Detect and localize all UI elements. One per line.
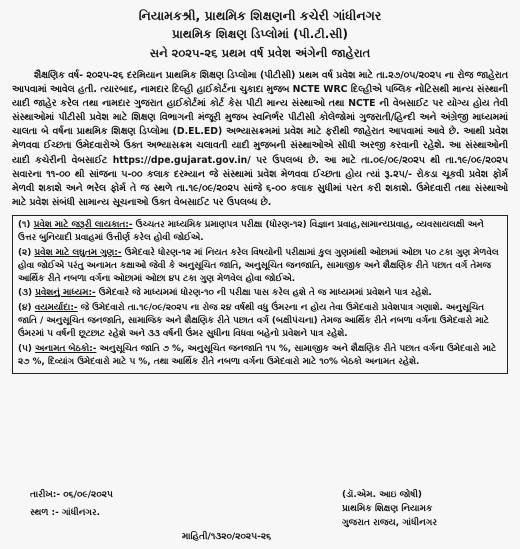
rule-item xyxy=(18,302,502,342)
rule-number: (૫) xyxy=(18,343,32,354)
rules-box xyxy=(12,215,508,374)
body-line: પ્રવેશ ફોર્મ મેળવી શકાશે અને ભરેલ ફોર્મ તે જ સ્થળે તા.૧૯/૦૯/૨૦૨૫ સાંજે ૬-૦૦ કલાક સુધીમાં પરત કરી શકાશે. xyxy=(12,168,508,194)
body-line: શૈક્ષણિક વર્ષ- ૨૦૨૫-૨૬ દરમિયાન પ્રાથમિક શિક્ષણ ડિપ્લોમા (પીટીસી) પ્રથમ વર્ષ પ્રવેશ માટે xyxy=(34,70,373,81)
rule-heading: અનામત બેઠકો:- xyxy=(35,343,97,354)
rule-heading: પ્રવેશનું માધ્યમ:- xyxy=(35,288,96,299)
rule-heading: પ્રવેશ માટે જરૂરી લાયકાત:- xyxy=(33,219,133,230)
website-link[interactable]: https://dpe.gujarat.gov.in/ xyxy=(112,154,251,166)
signatory-name: (ડૉ.એમ. આઇ જોષી) xyxy=(342,490,423,500)
rule-number: (૪) xyxy=(18,302,32,313)
office-title: નિયામકશ્રી, પ્રાથમિક શિક્ષણની કચેરી ગાંધીનગર xyxy=(138,8,382,23)
course-title: પ્રાથમિક શિક્ષણ ડિપ્લોમાં (પી.ટી.સી) xyxy=(172,27,348,41)
rule-number: (૩) xyxy=(18,288,33,299)
signatory-office: ગુજરાત રાજય, ગાંધીનગર xyxy=(342,518,438,528)
rule-item xyxy=(18,247,502,287)
body-line: ડિપ્લોમા (D.EL.ED) અભ્યાસક્રમમાં પ્રવેશ માટે ફરીથી જાહેરાત આપવામાં આવે છે. આથી પ્રવેશ મેળવવા ઈચ્છતા xyxy=(12,126,509,152)
body-line: NCTE WRC દિલ્હીએ પબ્લિક નોટિસથી માન્ય સંસ્થાની યાદી જાહેર કરેલ તથા નામદાર ગુજરાત હાઈકોર્ટમાં કોર્ટ કેસ xyxy=(12,84,508,110)
rule-text: વિધવા બહેનો પ્રવેશને પાત્ર રહેશે. xyxy=(233,329,348,340)
rule-text: અનુસૂચિત જાતિ ૭ %, અનુસૂચિત જનજાતિ ૧૫ %, સામાજીક અને શૈક્ષણિક રીતે પછાત વર્ગના xyxy=(96,343,444,354)
rule-number: (૧) xyxy=(18,219,31,230)
body-line: પીટી માન્ય સંસ્થાઓ તથા NCTE ની વેબસાઈટ પર યોગ્ય હોય તેવી સંસ્થાઓમાં પીટીસી પ્રવેશ માટે શિક્ષણ વિભાગની xyxy=(12,98,508,124)
rule-heading: પ્રવેશ માટે લઘુતમ ગુણ:- xyxy=(34,247,122,258)
body-line: તા.૨૭/૦૫/૨૦૨૫ ના રોજ જાહેરાત આપવામાં આવેલ હતી. ત્યારબાદ, નામદાર દિલ્હી હાઈકોર્ટના ચુકાદા મુજબ xyxy=(12,70,508,96)
rule-text: ઉમેદવારે જે માધ્યમમાં ધોરણ-૧૦ ની પરીક્ષા પાસ કરેલ હશે તે જ માધ્યમમાં પ્રવેશને પાત્ર રહેશે. xyxy=(95,288,432,299)
rule-text: ૫૦ ટકા ગુણ મેળવેલ હોવા જોઈએ પરંતુ અનામત કક્ષાઓ જેવી કે અનુસૂચિત જાતિ, અનુસૂચિત જનજાતિ, સામાજીક xyxy=(18,247,499,271)
rule-text: જે ઉમેદવારો તા.૧૯/૦૯/૨૦૨૫ ના રોજ ૨૪ વર્ષથી વધુ ઉંમરના ન હોય તેવા ઉમેદવારો xyxy=(77,302,379,313)
body-line: પર ઉપલબ્ધ છે. આ માટે તા.૦૯/૦૯/૨૦૨૫ થી તા.૧૯/૦૯/૨૦૨૫ xyxy=(256,154,508,166)
rule-text: અને શૈક્ષણિક રીતે પછાત વર્ગ તેમજ આર્થિક રીતે નબળા વર્ગના ઓછામાં ઓછા ૪૫ ટકા ગુણ મેળવેલ હોવા જોઈએ. xyxy=(18,260,491,285)
info-number: માહિતી/૧૩૨૦/૨૦૨૫-૨૬ xyxy=(182,532,272,542)
rule-text: અનામત રહેશે. xyxy=(364,356,420,367)
rule-item xyxy=(18,219,502,246)
body-line: સવારના ૧૧-૦૦ થી સાંજના ૫-૦૦ કલાક દરમ્યાન જે સંસ્થામાં પ્રવેશ મેળવવા ઈચ્છતા હોય ત્યાં રૂ.૨૫/- રોકડા ચૂકવી xyxy=(12,168,465,180)
rule-text: ઉમેદવારો માટે ૨૭ %, દિવ્યાંગ ઉમેદવારો માટે ૫ %, તથા આર્થિક રીતે નબળા વર્ગના ઉમેદવારો માટે ૧૦% બેઠકો xyxy=(18,343,497,367)
notice-date: તારીખ:- ૦૬/૦૯/૨૦૨૫ xyxy=(30,490,113,500)
rule-item xyxy=(18,343,502,370)
rule-item xyxy=(18,287,502,300)
body-line: ઉમેદવારોએ ઉક્ત અભ્યાસક્રમ ચલાવતી યાદી મુજબની સંસ્થાઓએ સીધી અરજી કરવાની રહેશે. આ સંસ્થાઓની યાદી xyxy=(12,140,508,166)
notice-body xyxy=(12,69,508,210)
body-line: ઉમેદવારી તથા સંસ્થાઓ માટે પ્રવેશ સંબંધી સામાન્ય સૂચનાઓ ઉક્ત વેબસાઈટ પર ઉપલબ્ધ છે. xyxy=(12,182,508,208)
signatory-designation: પ્રાથમિક શિક્ષણ નિયામક xyxy=(342,504,433,514)
rule-number: (૨) xyxy=(18,247,32,258)
body-line: કચેરીની વેબસાઈટ xyxy=(35,154,113,166)
rule-text: પ્રવેશપાત્ર ગણાશે. અનુસૂચિત જાતિ / અનુસૂચિત જનજાતિ, સામાજિક અને શૈક્ષણિક રીતે પછાત વર્ગ (બક્ષીપંચના) xyxy=(18,302,485,327)
notice-title: સને ૨૦૨૫-૨૬ પ્રથમ વર્ષ પ્રવેશ અંગેની જાહેરાત xyxy=(149,46,371,60)
rule-text: ઉચ્ચતર માધ્યમિક પ્રમાણપત્ર પરીક્ષા (ધોરણ-૧૨) વિજ્ઞાન પ્રવાહ,સામાન્યપ્રવાહ, xyxy=(132,219,414,230)
body-line: મંજૂરી મુજબ સ્વનિર્ભર પીટીસી કોલેજોમાં ગુજરાતી/હિન્દી અને અંગ્રેજી માધ્યમમાં ચાલતા બે વર્ષના પ્રાથમિક શિક્ષણ xyxy=(12,112,508,138)
rule-text: ઉમેદવારે ધોરણ-૧૨ માં નિયત કરેલ વિષયોની પરીક્ષામાં કુલ ગુણમાંથી ઓછામાં ઓછા xyxy=(121,247,422,258)
rule-text: તેમજ આર્થિક રીતે નબળા વર્ગના ઉમેદવારો માટે ઉંમરમાં ૫ વર્ષની છૂટછાટ રહેશે અને ૩૩ વર્ષની ઉંમર સુધીના xyxy=(18,316,489,340)
rule-text: વ્યવસાયલક્ષી અને ઉત્તર બુનિયાદી પ્રવાહમાં ઉત્તીર્ણ કરેલ હોવી જોઈએ. xyxy=(18,219,484,244)
rule-heading: વયમર્યાદા:- xyxy=(34,302,78,313)
notice-place: સ્થળ :- ગાંધીનગર. xyxy=(30,508,101,518)
